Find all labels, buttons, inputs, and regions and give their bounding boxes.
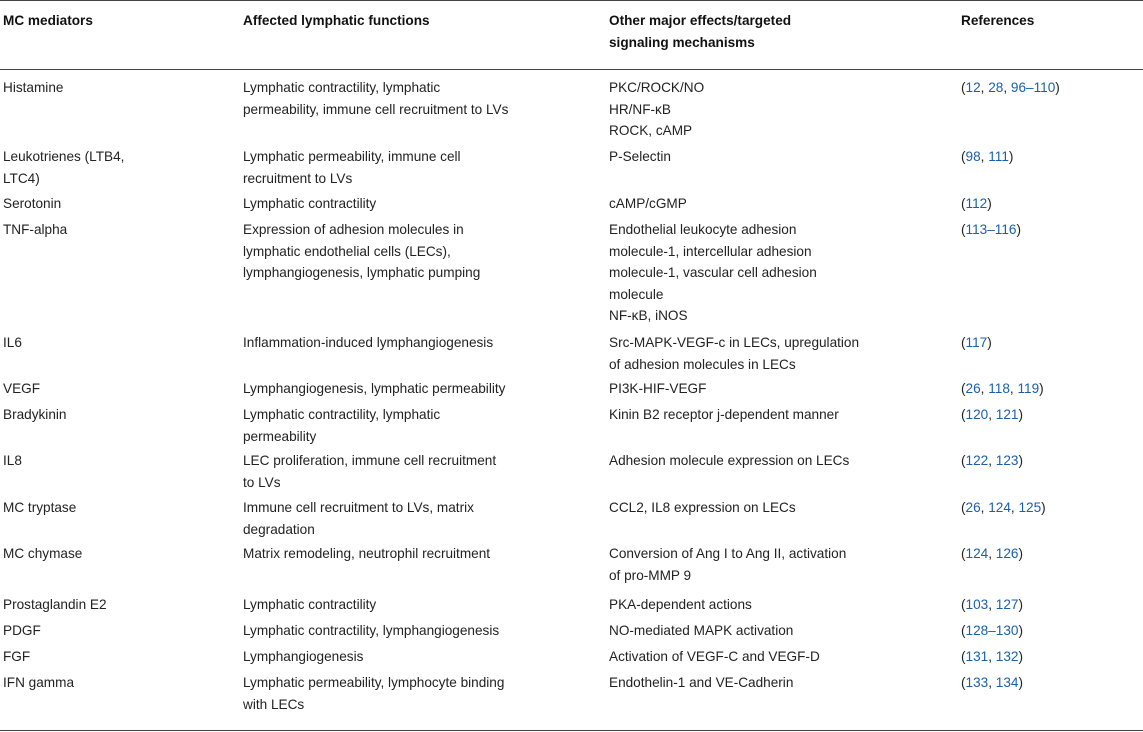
cell-mediator <box>3 193 238 215</box>
reference-link[interactable]: 117 <box>965 335 988 350</box>
cell-effects <box>609 146 949 168</box>
reference-link[interactable]: 113–116 <box>965 222 1017 237</box>
cell-line: Matrix remodeling, neutrophil recruitment <box>243 546 491 561</box>
cell-mediator <box>3 450 238 472</box>
cell-mediator <box>3 219 238 241</box>
cell-references: (112) <box>961 196 992 211</box>
cell-line: ROCK, cAMP <box>609 123 693 138</box>
cell-references: (131, 132) <box>961 649 1023 664</box>
cell-line: Activation of VEGF-C and VEGF-D <box>609 649 820 664</box>
reference-link[interactable]: 125 <box>1018 500 1042 515</box>
cell-mediator <box>3 672 238 694</box>
header-references: References <box>961 13 1035 28</box>
cell-line: MC tryptase <box>3 500 77 515</box>
cell-references: (113–116) <box>961 222 1021 237</box>
cell-references: (120, 121) <box>961 407 1023 422</box>
cell-effects <box>609 672 949 694</box>
cell-line: Lymphatic permeability, immune cell <box>243 149 461 164</box>
cell-line: of adhesion molecules in LECs <box>609 356 796 372</box>
cell-line: Conversion of Ang I to Ang II, activation <box>609 546 847 561</box>
cell-functions <box>243 404 603 447</box>
cell-line: CCL2, IL8 expression on LECs <box>609 500 796 515</box>
cell-line: Lymphatic contractility <box>243 597 377 612</box>
table-top-rule <box>0 0 1143 1</box>
reference-link[interactable]: 121 <box>995 407 1019 422</box>
cell-effects <box>609 193 949 215</box>
reference-link[interactable]: 28 <box>988 80 1004 95</box>
cell-line: P-Selectin <box>609 149 671 164</box>
cell-line: VEGF <box>3 381 41 396</box>
cell-line: lymphangiogenesis, lymphatic pumping <box>243 265 481 280</box>
cell-line: LTC4) <box>3 170 40 186</box>
reference-link[interactable]: 26 <box>965 381 981 396</box>
reference-link[interactable]: 112 <box>965 196 988 211</box>
cell-line: MC chymase <box>3 546 83 561</box>
reference-link[interactable]: 126 <box>995 546 1019 561</box>
cell-line: Adhesion molecule expression on LECs <box>609 453 850 468</box>
reference-link[interactable]: 96–110 <box>1010 80 1056 95</box>
cell-effects <box>609 497 949 519</box>
cell-line: Kinin B2 receptor j-dependent manner <box>609 407 839 422</box>
cell-line: Bradykinin <box>3 407 67 422</box>
cell-line: NF-κB, iNOS <box>609 308 688 323</box>
reference-link[interactable]: 124 <box>988 500 1011 515</box>
cell-line: Leukotrienes (LTB4, <box>3 149 125 164</box>
cell-line: molecule <box>609 286 664 302</box>
cell-line: Src-MAPK-VEGF-c in LECs, upregulation <box>609 335 860 350</box>
cell-line: Lymphangiogenesis <box>243 649 364 664</box>
cell-line: degradation <box>243 521 315 537</box>
cell-line: permeability, immune cell recruitment to LVs <box>243 101 509 117</box>
cell-line: Prostaglandin E2 <box>3 597 107 612</box>
cell-mediator <box>3 594 238 616</box>
cell-references: (103, 127) <box>961 597 1023 612</box>
cell-line: Endothelin-1 and VE-Cadherin <box>609 675 794 690</box>
cell-line: Histamine <box>3 80 64 95</box>
reference-link[interactable]: 133 <box>965 675 989 690</box>
cell-line: NO-mediated MAPK activation <box>609 623 794 638</box>
cell-line: of pro-MMP 9 <box>609 567 692 583</box>
cell-line: permeability <box>243 428 317 444</box>
cell-references: (133, 134) <box>961 675 1023 690</box>
cell-effects <box>609 77 949 142</box>
reference-link[interactable]: 124 <box>965 546 989 561</box>
reference-link[interactable]: 118 <box>988 381 1010 396</box>
cell-line: Lymphangiogenesis, lymphatic permeability <box>243 381 506 396</box>
reference-link[interactable]: 26 <box>965 500 981 515</box>
cell-functions <box>243 594 603 616</box>
cell-references: (124, 126) <box>961 546 1023 561</box>
cell-functions <box>243 620 603 642</box>
cell-effects <box>609 378 949 400</box>
cell-line: lymphatic endothelial cells (LECs), <box>243 243 451 259</box>
cell-mediator <box>3 146 238 189</box>
cell-line: with LECs <box>243 696 305 712</box>
cell-line: HR/NF-κB <box>609 101 671 117</box>
cell-effects <box>609 620 949 642</box>
reference-link[interactable]: 120 <box>965 407 989 422</box>
cell-line: LEC proliferation, immune cell recruitment <box>243 453 497 468</box>
cell-line: PI3K-HIF-VEGF <box>609 381 707 396</box>
cell-references: (122, 123) <box>961 453 1023 468</box>
cell-line: molecule-1, intercellular adhesion <box>609 243 812 259</box>
cell-line: Inflammation-induced lymphangiogenesis <box>243 335 494 350</box>
cell-mediator <box>3 646 238 668</box>
cell-effects <box>609 646 949 668</box>
cell-line: recruitment to LVs <box>243 170 353 186</box>
reference-link[interactable]: 131 <box>965 649 989 664</box>
cell-mediator <box>3 497 238 519</box>
cell-line: Lymphatic contractility, lymphatic <box>243 407 441 422</box>
cell-effects <box>609 594 949 616</box>
cell-effects <box>609 543 949 586</box>
cell-line: Lymphatic contractility <box>243 196 377 211</box>
reference-link[interactable]: 134 <box>995 675 1019 690</box>
cell-line: Immune cell recruitment to LVs, matrix <box>243 500 474 515</box>
cell-references: (26, 118, 119) <box>961 381 1044 396</box>
cell-effects <box>609 404 949 426</box>
cell-line: cAMP/cGMP <box>609 196 687 211</box>
cell-line: Endothelial leukocyte adhesion <box>609 222 797 237</box>
cell-line: IL8 <box>3 453 22 468</box>
cell-functions <box>243 378 603 400</box>
cell-line: Serotonin <box>3 196 62 211</box>
reference-link[interactable]: 127 <box>995 597 1019 612</box>
cell-line: Lymphatic contractility, lymphangiogenesis <box>243 623 500 638</box>
cell-mediator <box>3 543 238 565</box>
reference-link[interactable]: 98 <box>965 149 981 164</box>
cell-functions <box>243 332 603 354</box>
cell-mediator <box>3 77 238 99</box>
header-affected-functions: Affected lymphatic functions <box>243 13 430 28</box>
cell-functions <box>243 450 603 493</box>
cell-line: PKA-dependent actions <box>609 597 752 612</box>
reference-link[interactable]: 12 <box>965 80 981 95</box>
cell-line: TNF-alpha <box>3 222 68 237</box>
cell-references: (117) <box>961 335 992 350</box>
table-bottom-rule <box>0 730 1143 731</box>
reference-link[interactable]: 128–130 <box>965 623 1019 638</box>
cell-effects <box>609 450 949 472</box>
cell-line: FGF <box>3 649 31 664</box>
cell-functions <box>243 219 603 284</box>
header-mc-mediators: MC mediators <box>3 13 93 28</box>
reference-link[interactable]: 103 <box>965 597 989 612</box>
cell-references: (12, 28, 96–110) <box>961 80 1060 95</box>
cell-line: IL6 <box>3 335 22 350</box>
cell-functions <box>243 646 603 668</box>
cell-effects <box>609 219 949 327</box>
cell-effects <box>609 332 949 375</box>
reference-link[interactable]: 111 <box>988 149 1009 164</box>
reference-link[interactable]: 119 <box>1017 381 1040 396</box>
cell-line: Lymphatic permeability, lymphocyte binding <box>243 675 505 690</box>
cell-line: Expression of adhesion molecules in <box>243 222 464 237</box>
cell-line: molecule-1, vascular cell adhesion <box>609 265 817 280</box>
table-header-rule <box>0 69 1143 70</box>
cell-mediator <box>3 620 238 642</box>
reference-link[interactable]: 122 <box>965 453 989 468</box>
cell-line: to LVs <box>243 474 281 490</box>
reference-link[interactable]: 123 <box>995 453 1019 468</box>
cell-line: PDGF <box>3 623 41 638</box>
cell-functions <box>243 146 603 189</box>
cell-mediator <box>3 332 238 354</box>
cell-mediator <box>3 378 238 400</box>
cell-line: PKC/ROCK/NO <box>609 80 705 95</box>
reference-link[interactable]: 132 <box>995 649 1019 664</box>
cell-line: Lymphatic contractility, lymphatic <box>243 80 441 95</box>
cell-functions <box>243 497 603 540</box>
cell-functions <box>243 672 603 715</box>
header-other-effects: Other major effects/targeted signaling mechanisms <box>609 13 792 50</box>
cell-line: IFN gamma <box>3 675 75 690</box>
cell-references: (98, 111) <box>961 149 1014 164</box>
cell-functions <box>243 77 603 120</box>
cell-functions <box>243 543 603 565</box>
cell-functions <box>243 193 603 215</box>
cell-references: (26, 124, 125) <box>961 500 1046 515</box>
cell-mediator <box>3 404 238 426</box>
cell-references: (128–130) <box>961 623 1023 638</box>
